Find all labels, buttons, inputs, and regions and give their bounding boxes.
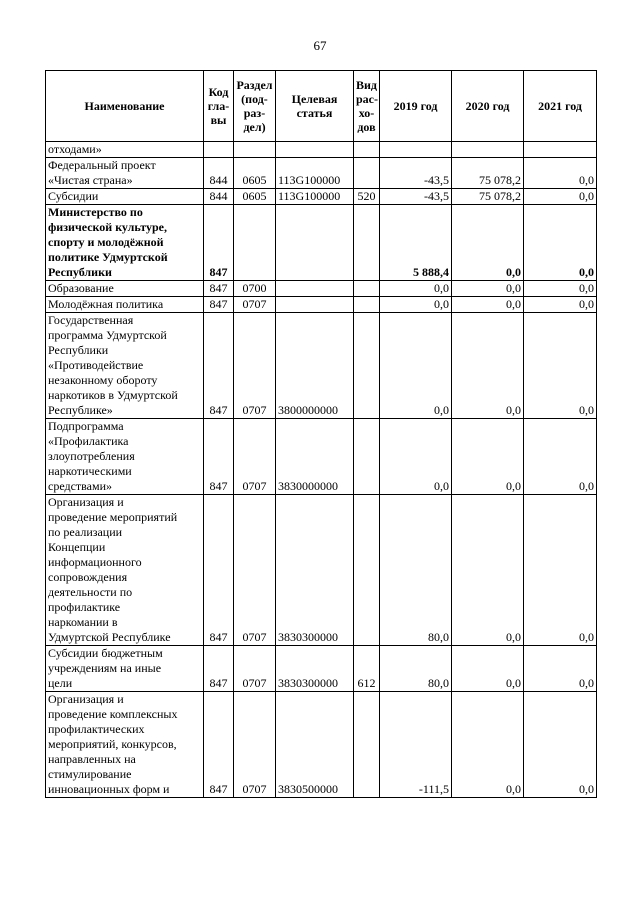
- row-code: 847: [204, 692, 234, 798]
- row-expense-type: [354, 142, 380, 158]
- row-section: 0707: [234, 297, 276, 313]
- row-expense-type: [354, 281, 380, 297]
- row-target-article: 3830000000: [276, 419, 354, 495]
- header-target: Целевая статья: [276, 71, 354, 142]
- header-expense: Вид рас- хо- дов: [354, 71, 380, 142]
- row-name: Молодёжная политика: [46, 297, 204, 313]
- table-row: [46, 158, 597, 189]
- row-value-2019: -43,5: [380, 189, 452, 205]
- row-value-2020: [452, 142, 524, 158]
- row-target-article: 3830300000: [276, 646, 354, 692]
- row-name: Государственная программа Удмуртской Республики «Противодействие незаконному обороту наркотиков в Удмуртской Республике»: [46, 313, 204, 419]
- header-2019: 2019 год: [380, 71, 452, 142]
- row-code: 847: [204, 419, 234, 495]
- row-name: Образование: [46, 281, 204, 297]
- table-body: [46, 142, 597, 798]
- row-expense-type: [354, 205, 380, 281]
- row-code: 847: [204, 281, 234, 297]
- row-value-2020: 0,0: [452, 419, 524, 495]
- row-section: 0707: [234, 692, 276, 798]
- row-name: Подпрограмма «Профилактика злоупотребления наркотическими средствами»: [46, 419, 204, 495]
- row-code: 847: [204, 313, 234, 419]
- table-header-row: [46, 71, 597, 142]
- header-code: Код гла- вы: [204, 71, 234, 142]
- row-name: Субсидии: [46, 189, 204, 205]
- row-code: 844: [204, 158, 234, 189]
- row-name: Организация и проведение мероприятий по реализации Концепции информационного сопровождения деятельности по профилактике наркомании в Удмуртской Республике: [46, 495, 204, 646]
- row-section: 0707: [234, 419, 276, 495]
- row-target-article: 3800000000: [276, 313, 354, 419]
- row-value-2020: 75 078,2: [452, 158, 524, 189]
- row-target-article: [276, 281, 354, 297]
- row-code: [204, 142, 234, 158]
- row-code: 847: [204, 646, 234, 692]
- row-target-article: [276, 205, 354, 281]
- row-section: 0605: [234, 189, 276, 205]
- row-target-article: 113G100000: [276, 189, 354, 205]
- row-value-2020: 0,0: [452, 205, 524, 281]
- row-name: Министерство по физической культуре, спорту и молодёжной политике Удмуртской Республики: [46, 205, 204, 281]
- row-value-2020: 0,0: [452, 281, 524, 297]
- row-value-2021: 0,0: [524, 646, 597, 692]
- row-value-2021: 0,0: [524, 158, 597, 189]
- row-target-article: 113G100000: [276, 158, 354, 189]
- row-value-2019: 0,0: [380, 281, 452, 297]
- row-code: 844: [204, 189, 234, 205]
- row-value-2020: 0,0: [452, 495, 524, 646]
- row-expense-type: 520: [354, 189, 380, 205]
- row-section: 0707: [234, 313, 276, 419]
- header-2021: 2021 год: [524, 71, 597, 142]
- table-row: [46, 692, 597, 798]
- row-value-2019: 0,0: [380, 419, 452, 495]
- row-expense-type: 612: [354, 646, 380, 692]
- header-2020: 2020 год: [452, 71, 524, 142]
- row-value-2021: 0,0: [524, 692, 597, 798]
- row-code: 847: [204, 205, 234, 281]
- table-row: [46, 297, 597, 313]
- page-number: 67: [313, 38, 327, 53]
- header-section: Раздел (под- раз- дел): [234, 71, 276, 142]
- row-code: 847: [204, 297, 234, 313]
- table-row: [46, 495, 597, 646]
- row-value-2020: 0,0: [452, 646, 524, 692]
- row-target-article: [276, 297, 354, 313]
- row-section: [234, 205, 276, 281]
- row-value-2020: 0,0: [452, 313, 524, 419]
- table-row: [46, 205, 597, 281]
- row-target-article: [276, 142, 354, 158]
- row-value-2019: 80,0: [380, 646, 452, 692]
- row-expense-type: [354, 313, 380, 419]
- budget-table: [45, 70, 597, 798]
- row-name: Субсидии бюджетным учреждениям на иные цели: [46, 646, 204, 692]
- row-value-2020: 0,0: [452, 297, 524, 313]
- row-name: Организация и проведение комплексных профилактических мероприятий, конкурсов, направленных на стимулирование инновационных форм и: [46, 692, 204, 798]
- row-value-2019: 5 888,4: [380, 205, 452, 281]
- row-section: 0707: [234, 495, 276, 646]
- row-expense-type: [354, 297, 380, 313]
- row-section: 0700: [234, 281, 276, 297]
- row-value-2021: 0,0: [524, 189, 597, 205]
- row-name: Федеральный проект «Чистая страна»: [46, 158, 204, 189]
- header-name: Наименование: [46, 71, 204, 142]
- table-row: [46, 142, 597, 158]
- row-expense-type: [354, 419, 380, 495]
- table-row: [46, 646, 597, 692]
- row-value-2021: [524, 142, 597, 158]
- row-value-2021: 0,0: [524, 205, 597, 281]
- row-value-2019: -43,5: [380, 158, 452, 189]
- table-row: [46, 313, 597, 419]
- row-expense-type: [354, 495, 380, 646]
- row-value-2020: 0,0: [452, 692, 524, 798]
- row-value-2019: 0,0: [380, 313, 452, 419]
- row-target-article: 3830500000: [276, 692, 354, 798]
- row-target-article: 3830300000: [276, 495, 354, 646]
- row-value-2020: 75 078,2: [452, 189, 524, 205]
- row-value-2021: 0,0: [524, 297, 597, 313]
- row-name: отходами»: [46, 142, 204, 158]
- row-value-2021: 0,0: [524, 281, 597, 297]
- row-value-2019: -111,5: [380, 692, 452, 798]
- row-value-2021: 0,0: [524, 313, 597, 419]
- row-section: [234, 142, 276, 158]
- row-section: 0707: [234, 646, 276, 692]
- row-value-2019: 0,0: [380, 297, 452, 313]
- row-section: 0605: [234, 158, 276, 189]
- table-row: [46, 419, 597, 495]
- row-expense-type: [354, 158, 380, 189]
- table-row: [46, 281, 597, 297]
- row-expense-type: [354, 692, 380, 798]
- row-code: 847: [204, 495, 234, 646]
- row-value-2019: [380, 142, 452, 158]
- row-value-2021: 0,0: [524, 419, 597, 495]
- row-value-2021: 0,0: [524, 495, 597, 646]
- table-row: [46, 189, 597, 205]
- row-value-2019: 80,0: [380, 495, 452, 646]
